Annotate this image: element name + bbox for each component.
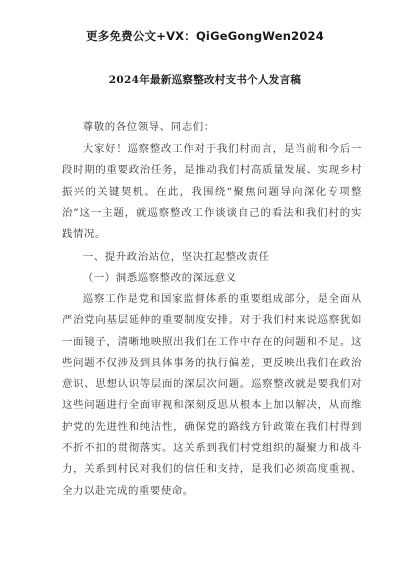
section-heading-1-text: 一、提升政治站位，坚决扛起整改责任 — [82, 251, 270, 263]
subsection-heading-1 — [62, 268, 362, 289]
paragraph-significance — [62, 289, 362, 502]
paragraph-intro — [62, 139, 362, 245]
salutation — [62, 117, 362, 138]
section-heading-1 — [62, 247, 362, 268]
paragraph-significance-text: 巡察工作是党和国家监督体系的重要组成部分，是全面从严治党向基层延伸的重要制度安排。对于我们村来说巡察犹如一面镜子，清晰地映照出我们在工作中存在的问题和不足。这些问题不仅涉及到具体事务的执行偏差，更反映出我们在政治意识、思想认识等层面的深层次问题。巡察整改就是要我们对这些问题进行全面审视和深刻反思从根本上加以解决，从而维护党的先进性和纯洁性，确保党的路线方针政策在我们村得到不折不扣的贯彻落实。这关系到我们村党组织的凝聚力和战斗力，关系到村民对我们的信任和支持，是我们必须高度重视、全力以赴完成的重要使命。 — [62, 293, 362, 497]
subsection-heading-1-text: （一）洞悉巡察整改的深远意义 — [82, 272, 237, 284]
paragraph-intro-text: 大家好！巡察整改工作对于我们村而言，是当前和今后一段时期的重要政治任务，是推动我们村高质量发展、实现乡村振兴的关键契机。在此，我围绕“聚焦问题导向深化专项整治”这一主题，就巡察整改工作谈谈自己的看法和我们村的实践情况。 — [62, 143, 362, 241]
document-title: 2024年最新巡察整改村支书个人发言稿 — [108, 74, 302, 86]
salutation-text: 尊敬的各位领导、同志们： — [82, 121, 215, 133]
header-note: 更多免费公文+VX：QiGeGongWen2024 — [86, 29, 324, 43]
